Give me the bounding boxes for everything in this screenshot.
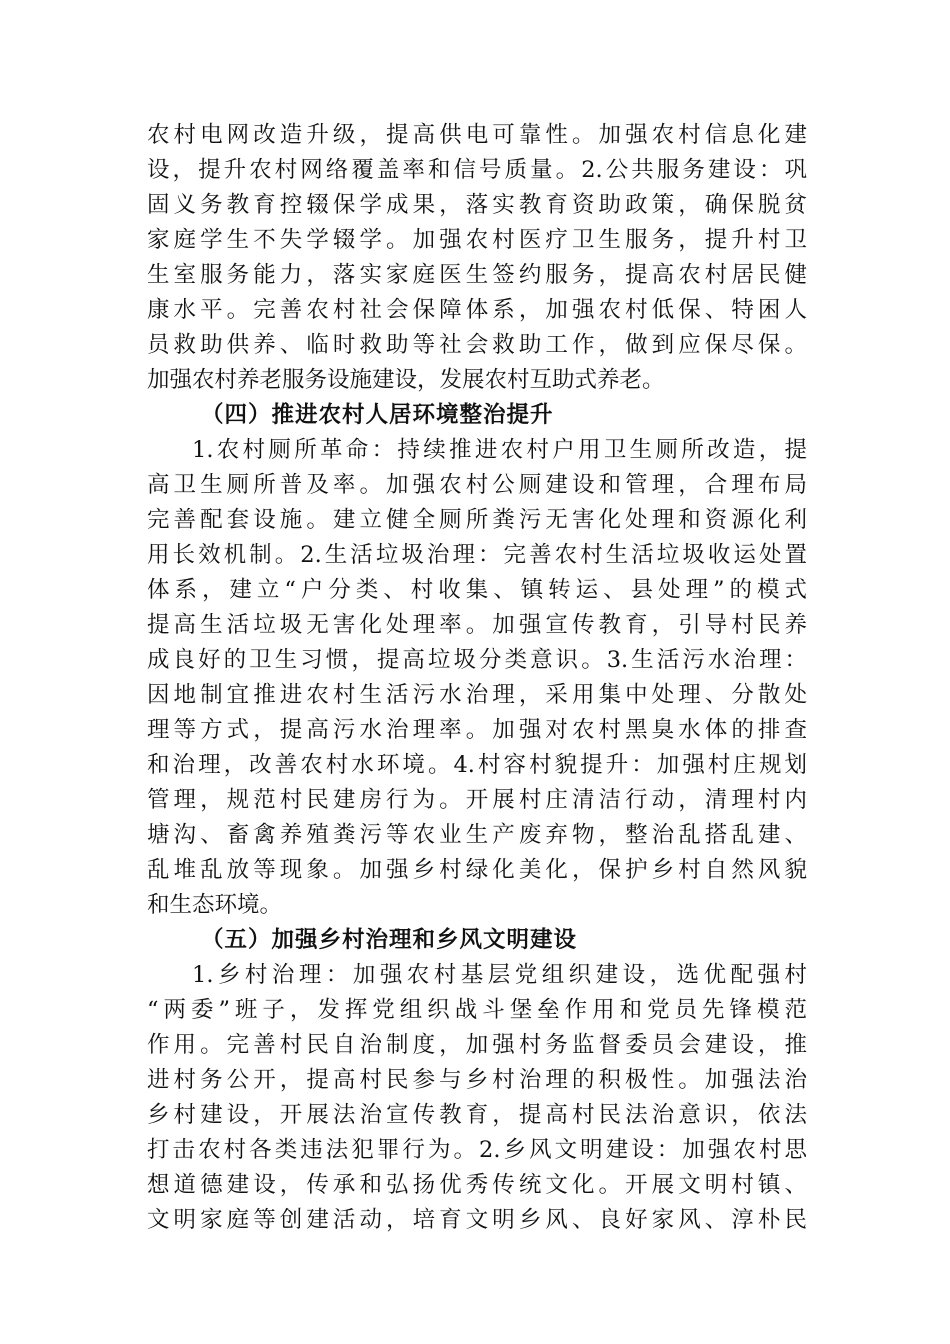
- text-line: 加强农村养老服务设施建设，发展农村互助式养老。: [147, 367, 665, 393]
- text-line: 体系，建立“户分类、村收集、镇转运、县处理”的模式: [147, 577, 807, 603]
- text-line: 家庭学生不失学辍学。加强农村医疗卫生服务，提升村卫: [147, 227, 807, 253]
- text-line: 设，提升农村网络覆盖率和信号质量。2.公共服务建设：巩: [147, 157, 807, 183]
- text-line: 成良好的卫生习惯，提高垃圾分类意识。3.生活污水治理：: [147, 647, 807, 673]
- text-line: 理等方式，提高污水治理率。加强对农村黑臭水体的排查: [147, 717, 807, 743]
- text-line: “两委”班子，发挥党组织战斗堡垒作用和党员先锋模范: [147, 997, 807, 1023]
- text-line: 1.农村厕所革命：持续推进农村户用卫生厕所改造，提: [192, 437, 807, 463]
- section-heading-4: （四）推进农村人居环境整治提升: [201, 402, 554, 428]
- text-line: 用长效机制。2.生活垃圾治理：完善农村生活垃圾收运处置: [147, 542, 807, 568]
- document-body: [147, 118, 807, 1238]
- text-line: 和治理，改善农村水环境。4.村容村貌提升：加强村庄规划: [147, 752, 807, 778]
- text-line: 想道德建设，传承和弘扬优秀传统文化。开展文明村镇、: [147, 1172, 807, 1198]
- text-line: 乱堆乱放等现象。加强乡村绿化美化，保护乡村自然风貌: [147, 857, 807, 883]
- text-line: 塘沟、畜禽养殖粪污等农业生产废弃物，整治乱搭乱建、: [147, 822, 807, 848]
- text-line: 固义务教育控辍保学成果，落实教育资助政策，确保脱贫: [147, 192, 807, 218]
- text-line: 作用。完善村民自治制度，加强村务监督委员会建设，推: [147, 1032, 807, 1058]
- text-line: 打击农村各类违法犯罪行为。2.乡风文明建设：加强农村思: [147, 1137, 807, 1163]
- text-line: 文明家庭等创建活动，培育文明乡风、良好家风、淳朴民: [147, 1207, 807, 1233]
- text-line: 和生态环境。: [147, 892, 283, 918]
- text-line: 生室服务能力，落实家庭医生签约服务，提高农村居民健: [147, 262, 807, 288]
- text-line: 1.乡村治理：加强农村基层党组织建设，选优配强村: [192, 962, 807, 988]
- text-line: 康水平。完善农村社会保障体系，加强农村低保、特困人: [147, 297, 807, 323]
- text-line: 乡村建设，开展法治宣传教育，提高村民法治意识，依法: [147, 1102, 807, 1128]
- text-line: 进村务公开，提高村民参与乡村治理的积极性。加强法治: [147, 1067, 807, 1093]
- text-line: 管理，规范村民建房行为。开展村庄清洁行动，清理村内: [147, 787, 807, 813]
- text-line: 高卫生厕所普及率。加强农村公厕建设和管理，合理布局: [147, 472, 807, 498]
- text-line: 提高生活垃圾无害化处理率。加强宣传教育，引导村民养: [147, 612, 807, 638]
- section-heading-5: （五）加强乡村治理和乡风文明建设: [201, 927, 578, 953]
- text-line: 完善配套设施。建立健全厕所粪污无害化处理和资源化利: [147, 507, 807, 533]
- text-line: 因地制宜推进农村生活污水治理，采用集中处理、分散处: [147, 682, 807, 708]
- text-line: 员救助供养、临时救助等社会救助工作，做到应保尽保。: [147, 332, 807, 358]
- text-line: 农村电网改造升级，提高供电可靠性。加强农村信息化建: [147, 122, 807, 148]
